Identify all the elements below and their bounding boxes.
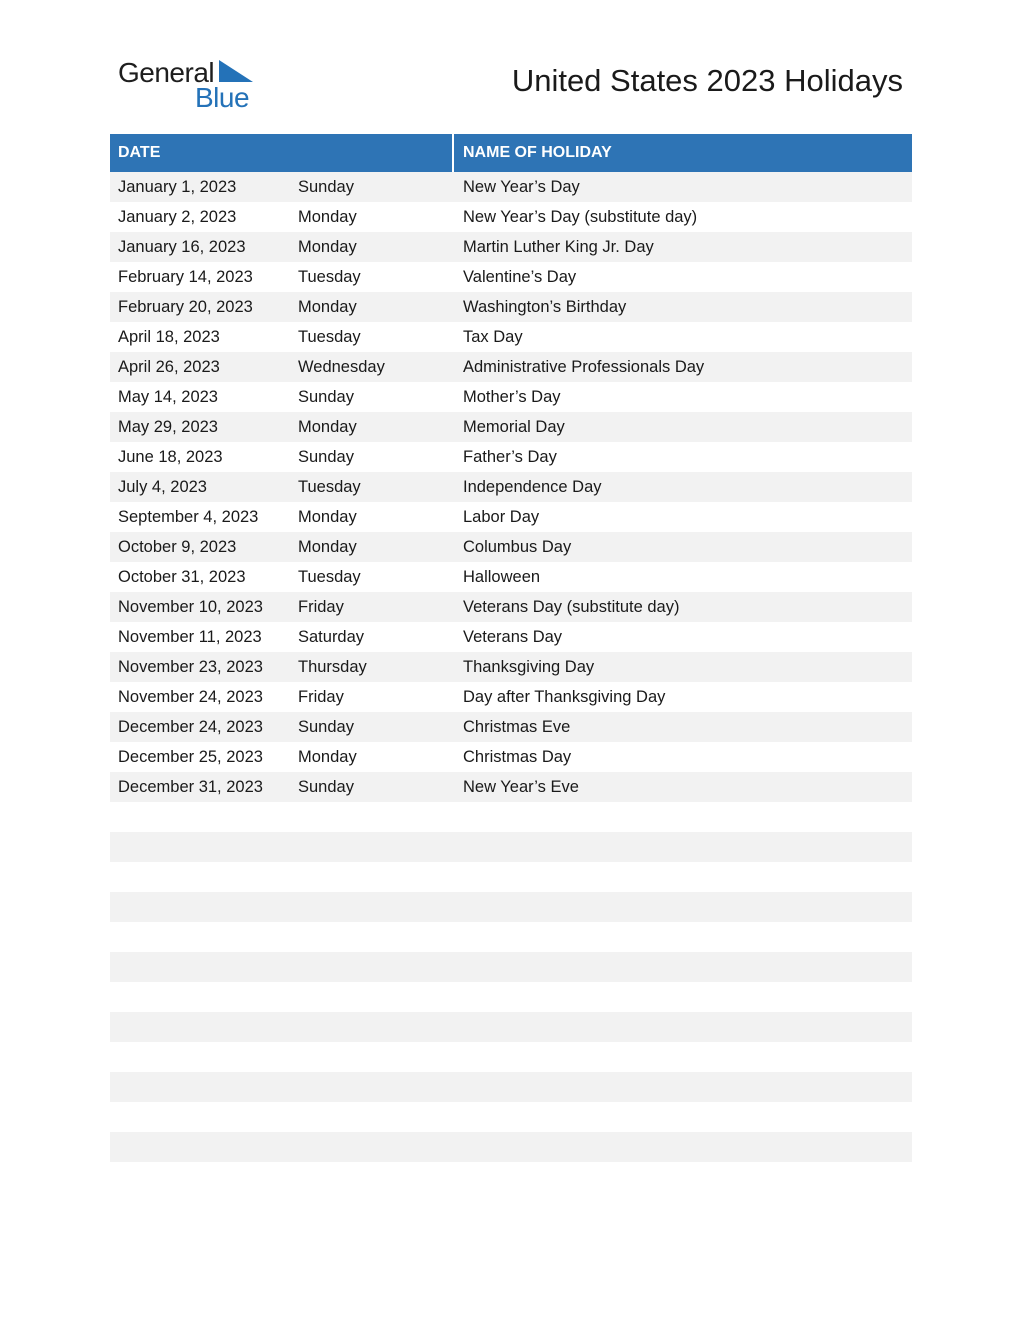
row-date: May 29, 2023 — [118, 418, 218, 436]
table-row — [110, 772, 912, 802]
row-weekday: Sunday — [298, 388, 354, 406]
row-weekday: Tuesday — [298, 268, 361, 286]
row-date: October 9, 2023 — [118, 538, 237, 556]
row-holiday-name: Valentine’s Day — [463, 268, 577, 286]
row-holiday-name: New Year’s Eve — [463, 778, 579, 796]
logo-text-general: General — [118, 57, 215, 88]
row-weekday: Thursday — [298, 658, 367, 676]
row-weekday: Monday — [298, 538, 357, 556]
row-weekday: Sunday — [298, 718, 354, 736]
row-holiday-name: Father’s Day — [463, 448, 557, 466]
table-row — [110, 532, 912, 562]
row-weekday: Tuesday — [298, 478, 361, 496]
row-weekday: Wednesday — [298, 358, 385, 376]
empty-row — [110, 862, 912, 892]
row-holiday-name: Labor Day — [463, 508, 540, 526]
table-row — [110, 442, 912, 472]
row-weekday: Friday — [298, 688, 344, 706]
page-title: United States 2023 Holidays — [511, 63, 903, 98]
row-holiday-name: Thanksgiving Day — [463, 658, 595, 676]
row-date: May 14, 2023 — [118, 388, 218, 406]
row-date: April 26, 2023 — [118, 358, 220, 376]
row-holiday-name: Washington’s Birthday — [463, 298, 627, 316]
row-weekday: Monday — [298, 508, 357, 526]
table-row — [110, 262, 912, 292]
row-weekday: Monday — [298, 238, 357, 256]
empty-row — [110, 892, 912, 922]
holiday-table — [110, 134, 912, 1162]
row-holiday-name: Mother’s Day — [463, 388, 561, 406]
column-header-date: DATE — [110, 134, 454, 172]
row-weekday: Monday — [298, 418, 357, 436]
table-row — [110, 712, 912, 742]
row-date: January 2, 2023 — [118, 208, 237, 226]
row-weekday: Sunday — [298, 448, 354, 466]
row-weekday: Tuesday — [298, 328, 361, 346]
table-row — [110, 502, 912, 532]
table-row — [110, 202, 912, 232]
table-body — [110, 172, 912, 802]
row-date: December 31, 2023 — [118, 778, 263, 796]
row-weekday: Monday — [298, 748, 357, 766]
table-row — [110, 682, 912, 712]
empty-row — [110, 1012, 912, 1042]
table-header — [110, 134, 912, 172]
row-date: February 14, 2023 — [118, 268, 253, 286]
row-holiday-name: Veterans Day (substitute day) — [463, 598, 680, 616]
empty-rows — [110, 802, 912, 1162]
table-row — [110, 322, 912, 352]
row-holiday-name: New Year’s Day (substitute day) — [463, 208, 698, 226]
row-date: December 24, 2023 — [118, 718, 263, 736]
row-date: April 18, 2023 — [118, 328, 220, 346]
empty-row — [110, 1102, 912, 1132]
row-weekday: Saturday — [298, 628, 365, 646]
empty-row — [110, 1042, 912, 1072]
row-holiday-name: Tax Day — [463, 328, 523, 346]
table-row — [110, 592, 912, 622]
row-holiday-name: Independence Day — [463, 478, 602, 496]
table-row — [110, 562, 912, 592]
table-row — [110, 472, 912, 502]
row-holiday-name: Halloween — [463, 568, 541, 586]
empty-row — [110, 832, 912, 862]
row-holiday-name: Administrative Professionals Day — [463, 358, 705, 376]
empty-row — [110, 982, 912, 1012]
row-holiday-name: New Year’s Day — [463, 178, 580, 196]
row-holiday-name: Veterans Day — [463, 628, 563, 646]
row-weekday: Monday — [298, 298, 357, 316]
row-date: February 20, 2023 — [118, 298, 253, 316]
table-row — [110, 622, 912, 652]
table-row — [110, 172, 912, 202]
row-holiday-name: Martin Luther King Jr. Day — [463, 238, 654, 256]
row-holiday-name: Day after Thanksgiving Day — [463, 688, 666, 706]
logo-text-blue: Blue — [195, 82, 250, 113]
table-row — [110, 652, 912, 682]
row-holiday-name: Christmas Day — [463, 748, 572, 766]
row-weekday: Tuesday — [298, 568, 361, 586]
row-holiday-name: Christmas Eve — [463, 718, 571, 736]
logo-triangle-icon — [219, 60, 253, 82]
row-date: October 31, 2023 — [118, 568, 246, 586]
empty-row — [110, 802, 912, 832]
column-header-holiday-name: NAME OF HOLIDAY — [463, 144, 612, 161]
row-date: November 11, 2023 — [118, 628, 262, 646]
generalblue-logo — [118, 56, 258, 112]
table-row — [110, 352, 912, 382]
row-date: July 4, 2023 — [118, 478, 207, 496]
row-weekday: Sunday — [298, 778, 354, 796]
row-date: June 18, 2023 — [118, 448, 223, 466]
table-row — [110, 412, 912, 442]
empty-row — [110, 952, 912, 982]
table-row — [110, 382, 912, 412]
table-row — [110, 232, 912, 262]
row-date: November 10, 2023 — [118, 598, 263, 616]
table-row — [110, 742, 912, 772]
empty-row — [110, 922, 912, 952]
row-holiday-name: Memorial Day — [463, 418, 565, 436]
row-date: December 25, 2023 — [118, 748, 263, 766]
row-weekday: Monday — [298, 208, 357, 226]
row-holiday-name: Columbus Day — [463, 538, 572, 556]
table-row — [110, 292, 912, 322]
row-weekday: Sunday — [298, 178, 354, 196]
row-date: November 23, 2023 — [118, 658, 263, 676]
row-date: November 24, 2023 — [118, 688, 263, 706]
row-date: January 16, 2023 — [118, 238, 246, 256]
row-date: January 1, 2023 — [118, 178, 237, 196]
empty-row — [110, 1132, 912, 1162]
empty-row — [110, 1072, 912, 1102]
row-date: September 4, 2023 — [118, 508, 259, 526]
row-weekday: Friday — [298, 598, 344, 616]
